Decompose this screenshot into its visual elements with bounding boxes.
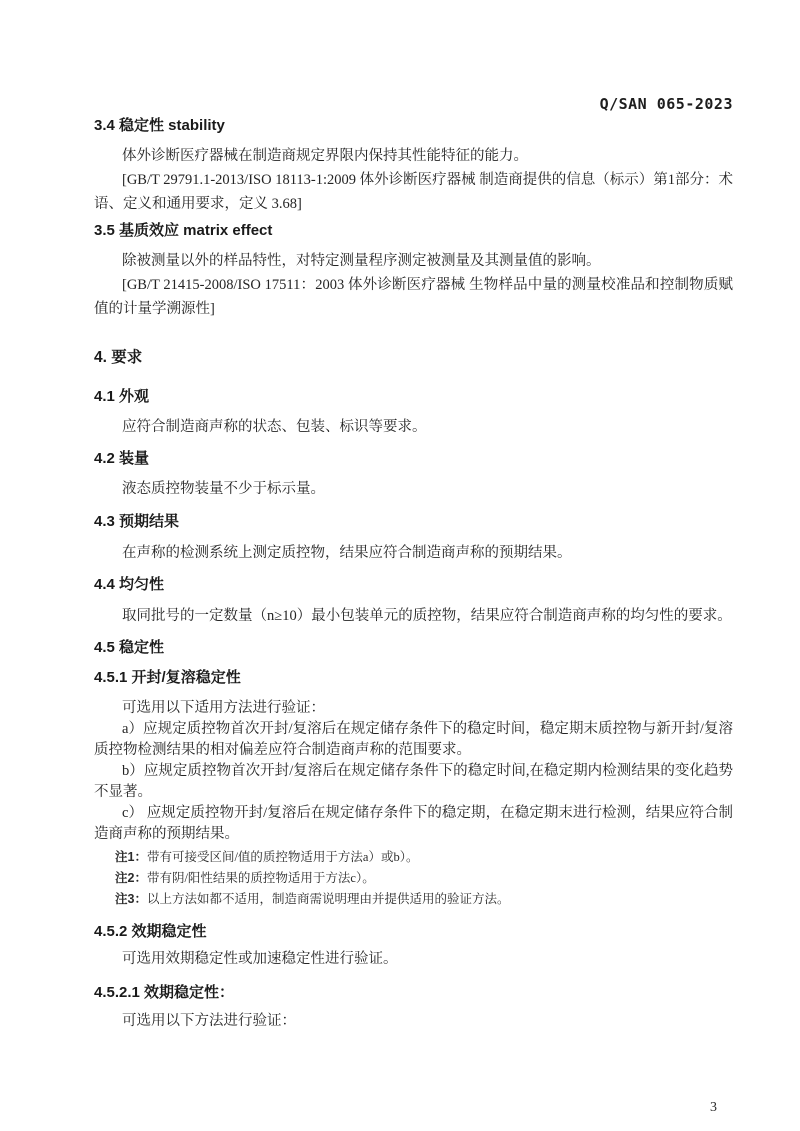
doc-number: Q/SAN 065-2023 <box>599 95 733 113</box>
note-3 <box>94 889 733 910</box>
list-item-b: b）应规定质控物首次开封/复溶后在规定储存条件下的稳定时间,在稳定期内检测结果的变化趋势不显著。 <box>94 763 733 800</box>
note-3-label: 注3： <box>115 892 147 906</box>
list-item-a: a）应规定质控物首次开封/复溶后在规定储存条件下的稳定时间，稳定期末质控物与新开封/复溶质控物检测结果的相对偏差应符合制造商声称的范围要求。 <box>94 721 733 758</box>
note-2-text: 带有阴/阳性结果的质控物适用于方法c）。 <box>146 871 375 885</box>
heading-4-4: 4.4 均匀性 <box>94 576 165 593</box>
heading-4-3: 4.3 预期结果 <box>94 513 180 530</box>
paragraph-4-4: 取同批号的一定数量（n≥10）最小包装单元的质控物，结果应符合制造商声称的均匀性的要求。 <box>122 608 732 624</box>
document-body <box>94 116 733 1033</box>
heading-4-5-1: 4.5.1 开封/复溶稳定性 <box>94 669 241 686</box>
paragraph-3-5: 除被测量以外的样品特性，对特定测量程序测定被测量及其测量值的影响。 <box>122 253 601 269</box>
reference-3-5: [GB/T 21415-2008/ISO 17511：2003 体外诊断医疗器械 生物样品中量的测量校准品和控制物质赋值的计量学溯源性] <box>94 277 733 317</box>
heading-4: 4. 要求 <box>94 349 143 366</box>
heading-3-4: 3.4 稳定性 stability <box>94 117 225 134</box>
paragraph-3-4: 体外诊断医疗器械在制造商规定界限内保持其性能特征的能力。 <box>122 148 528 164</box>
note-2 <box>94 868 733 889</box>
note-1-label: 注1： <box>115 850 147 864</box>
paragraph-4-5-2-1: 可选用以下方法进行验证： <box>122 1013 296 1029</box>
paragraph-4-5-2: 可选用效期稳定性或加速稳定性进行验证。 <box>122 951 398 967</box>
heading-3-5: 3.5 基质效应 matrix effect <box>94 222 273 239</box>
note-3-text: 以上方法如都不适用，制造商需说明理由并提供适用的验证方法。 <box>146 892 510 906</box>
reference-3-4: [GB/T 29791.1-2013/ISO 18113-1:2009 体外诊断医疗器械 制造商提供的信息（标示）第1部分：术语、定义和通用要求，定义 3.68] <box>94 172 734 212</box>
paragraph-4-3: 在声称的检测系统上测定质控物，结果应符合制造商声称的预期结果。 <box>122 545 572 561</box>
list-item-c: c） 应规定质控物开封/复溶后在规定储存条件下的稳定期，在稳定期末进行检测，结果应符合制造商声称的预期结果。 <box>94 805 733 842</box>
heading-4-5-2: 4.5.2 效期稳定性 <box>94 923 207 940</box>
heading-4-5-2-1: 4.5.2.1 效期稳定性： <box>94 984 235 1001</box>
note-2-label: 注2： <box>115 871 147 885</box>
note-1 <box>94 847 733 868</box>
paragraph-4-5-1-intro: 可选用以下适用方法进行验证： <box>122 700 325 716</box>
page-number: 3 <box>710 1100 717 1115</box>
heading-4-5: 4.5 稳定性 <box>94 639 165 656</box>
paragraph-4-2: 液态质控物装量不少于标示量。 <box>122 481 325 497</box>
heading-4-1: 4.1 外观 <box>94 388 150 405</box>
heading-4-2: 4.2 装量 <box>94 450 150 467</box>
paragraph-4-1: 应符合制造商声称的状态、包装、标识等要求。 <box>122 419 427 435</box>
note-1-text: 带有可接受区间/值的质控物适用于方法a）或b）。 <box>146 850 419 864</box>
